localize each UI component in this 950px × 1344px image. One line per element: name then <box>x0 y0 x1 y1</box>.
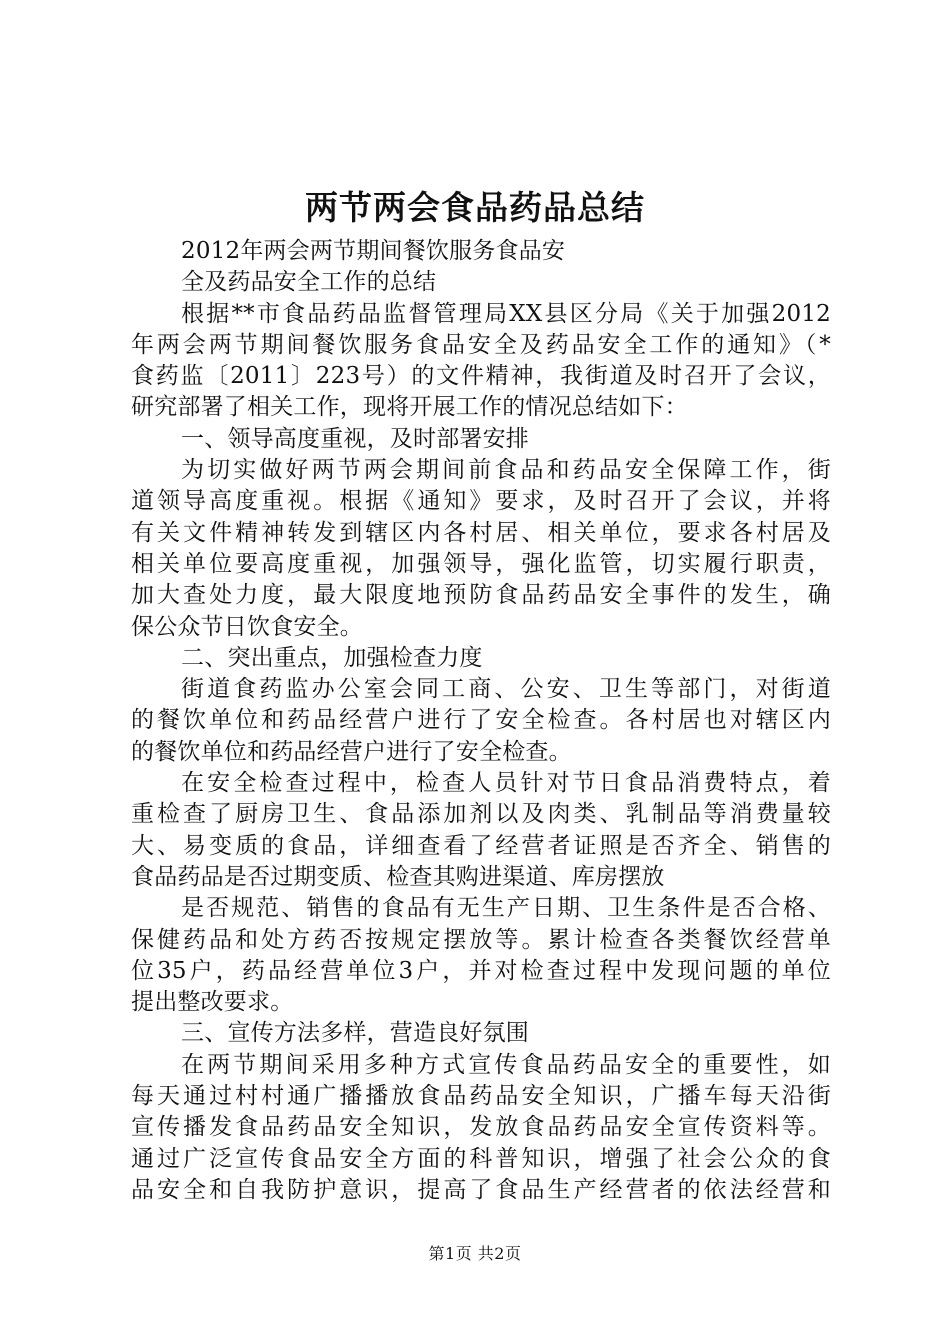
text-line: 位35户，药品经营单位3户，并对检查过程中发现问题的单位 <box>131 957 831 984</box>
text-line: 是否规范、销售的食品有无生产日期、卫生条件是否合格、 <box>181 895 831 922</box>
text-line: 加大查处力度，最大限度地预防食品药品安全事件的发生，确 <box>131 582 831 609</box>
text-line: 宣传播发食品药品安全知识，发放食品药品安全宣传资料等。 <box>131 1114 831 1141</box>
text-line: 年两会两节期间餐饮服务食品安全及药品安全工作的通知》（* <box>131 331 831 358</box>
text-line: 全及药品安全工作的总结 <box>181 269 437 296</box>
text-line: 保公众节日饮食安全。 <box>131 613 363 640</box>
text-line: 有关文件精神转发到辖区内各村居、相关单位，要求各村居及 <box>131 519 831 546</box>
text-line: 的餐饮单位和药品经营户进行了安全检查。 <box>131 738 572 765</box>
text-line: 在安全检查过程中，检查人员针对节日食品消费特点，着 <box>181 770 831 797</box>
text-line: 研究部署了相关工作，现将开展工作的情况总结如下： <box>131 394 688 421</box>
text-line: 一、领导高度重视，及时部署安排 <box>181 425 529 452</box>
text-line: 的餐饮单位和药品经营户进行了安全检查。各村居也对辖区内 <box>131 707 831 734</box>
page-footer: 第1页 共2页 <box>428 1244 522 1263</box>
text-line: 二、突出重点，加强检查力度 <box>181 644 483 671</box>
document-body <box>131 236 831 1206</box>
text-line: 三、宣传方法多样，营造良好氛围 <box>181 1020 529 1047</box>
text-line: 通过广泛宣传食品安全方面的科普知识，增强了社会公众的食 <box>131 1145 831 1172</box>
text-line: 根据**市食品药品监督管理局XX县区分局《关于加强2012 <box>181 300 831 327</box>
text-line: 品安全和自我防护意识，提高了食品生产经营者的依法经营和 <box>131 1176 831 1203</box>
text-line: 食品药品是否过期变质、检查其购进渠道、库房摆放 <box>131 863 665 890</box>
text-line: 道领导高度重视。根据《通知》要求，及时召开了会议，并将 <box>131 488 831 515</box>
text-line: 保健药品和处方药否按规定摆放等。累计检查各类餐饮经营单 <box>131 926 831 953</box>
text-line: 为切实做好两节两会期间前食品和药品安全保障工作，街 <box>181 457 831 484</box>
text-line: 提出整改要求。 <box>131 989 294 1016</box>
text-line: 重检查了厨房卫生、食品添加剂以及肉类、乳制品等消费量较 <box>131 801 831 828</box>
text-line: 在两节期间采用多种方式宣传食品药品安全的重要性，如 <box>181 1051 831 1078</box>
text-line: 每天通过村村通广播播放食品药品安全知识，广播车每天沿街 <box>131 1083 831 1110</box>
text-line: 食药监〔2011〕223号）的文件精神，我街道及时召开了会议， <box>131 363 831 390</box>
text-line: 相关单位要高度重视，加强领导，强化监管，切实履行职责， <box>131 550 831 577</box>
text-line: 2012年两会两节期间餐饮服务食品安 <box>181 238 566 264</box>
text-line: 街道食药监办公室会同工商、公安、卫生等部门，对街道 <box>181 676 831 703</box>
text-line: 大、易变质的食品，详细查看了经营者证照是否齐全、销售的 <box>131 832 831 859</box>
document-title: 两节两会食品药品总结 <box>305 188 645 227</box>
